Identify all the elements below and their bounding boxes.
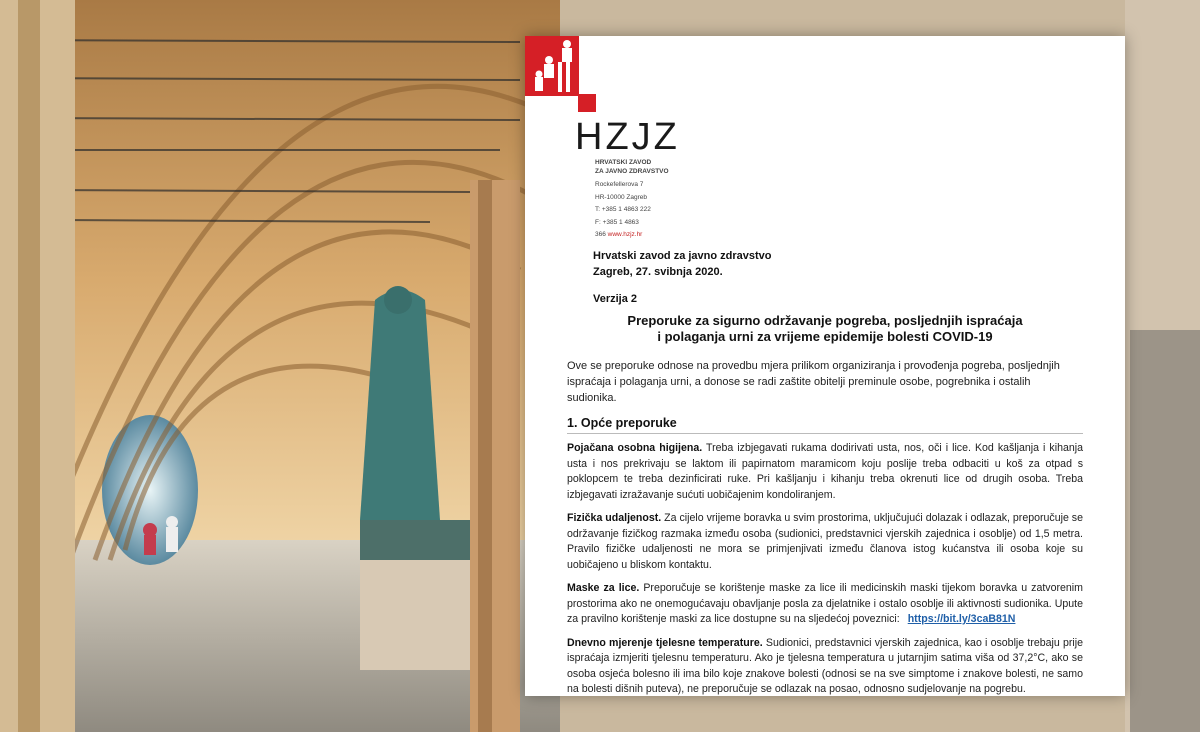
date-line: Zagreb, 27. svibnja 2020. [593, 265, 723, 278]
recommendations [567, 441, 1083, 696]
paragraph-hygiene: Pojačana osobna higijena. Treba izbjegavati rukama dodirivati usta, nos, oči i lice. Kod kašljanja i kihanja usta i nos prekrivaju se laktom ili papirnatom maramicom koju poslije treba odbaciti u koš za otpad s poklopcem te treba dezinficirati ruke. Pri kašljanju i kihanju treba okrenuti lice od drugih osoba. Treba izbjegavati izražavanje sućuti uobičajenim kondoliranjem. [567, 442, 1084, 501]
issuer: Hrvatski zavod za javno zdravstvo [593, 250, 772, 262]
document-title: Preporuke za sigurno održavanje pogreba, posljednjih ispraćaja i polaganja urni za vrijeme epidemije bolesti COVID-19 [627, 313, 1023, 344]
logo-square-icon [578, 94, 596, 112]
address-block: Rockefellerova 7 HR-10000 Zagreb T: +385 1 4863 222 F: +385 1 4863 366 www.hzjz.hr [595, 181, 651, 238]
paragraph-masks: Maske za lice. Preporučuje se korištenje maske za lice ili medicinskih maski tijekom boravka u zatvorenim prostorima ako ne onemogućavaju obavljanje posla za djelatnike i ostalo osoblje ili aktivnosti sudionika. Upute za pravilno korištenje maski za lice dostupne su na sljedećoj poveznici: https://bit.ly/3caB81N [567, 582, 1083, 625]
org-name: HRVATSKI ZAVOD ZA JAVNO ZDRAVSTVO [595, 159, 669, 175]
mask-guide-link[interactable]: https://bit.ly/3caB81N [907, 613, 1016, 625]
logo-text: HZJZ [575, 116, 680, 158]
website-link[interactable]: www.hzjz.hr [607, 231, 643, 238]
document-page [525, 36, 1125, 696]
corner-logo-icon [525, 36, 579, 96]
paragraph-distance: Fizička udaljenost. Za cijelo vrijeme boravka u svim prostorima, uključujući dolazak i odlazak, preporučuje se održavanje fizičkog razmaka između osoba (sudionici, predstavnici vjerskih zajednica i osoblje) od 1,5 metra. Pravilo fizičke udaljenosti ne mora se primjenjivati između članova istog kućanstva ili osoba koje su uobičajeno u bliskom kontaktu. [567, 512, 1083, 571]
paragraph-temperature: Dnevno mjerenje tjelesne temperature. Sudionici, predstavnici vjerskih zajednica, kao i osoblje trebaju prije ispraćaja izmjeriti tjelesnu temperaturu. Ako je tjelesna temperatura u jutarnjim satima viša od 37,2°C, ako se osoba osjeća bolesno ili ima bilo koje znakove bolesti (odnosi se na sve simptome i znakove bolesti, ne samo na bolesti dišnih puteva), ne preporučuje se odlazak na posao, odnosno sudjelovanje na pogrebu. [567, 636, 1083, 695]
issuer-block [593, 249, 772, 308]
version: Verzija 2 [593, 293, 638, 305]
section-heading: 1. Opće preporuke [567, 416, 1083, 434]
intro-paragraph: Ove se preporuke odnose na provedbu mjera prilikom organiziranja i provođenja pogreba, posljednjih ispraćaja i polaganja urni, a donose se radi zaštite obitelji preminule osobe, pogrebnika i ostalih sudionika. [567, 360, 1060, 404]
